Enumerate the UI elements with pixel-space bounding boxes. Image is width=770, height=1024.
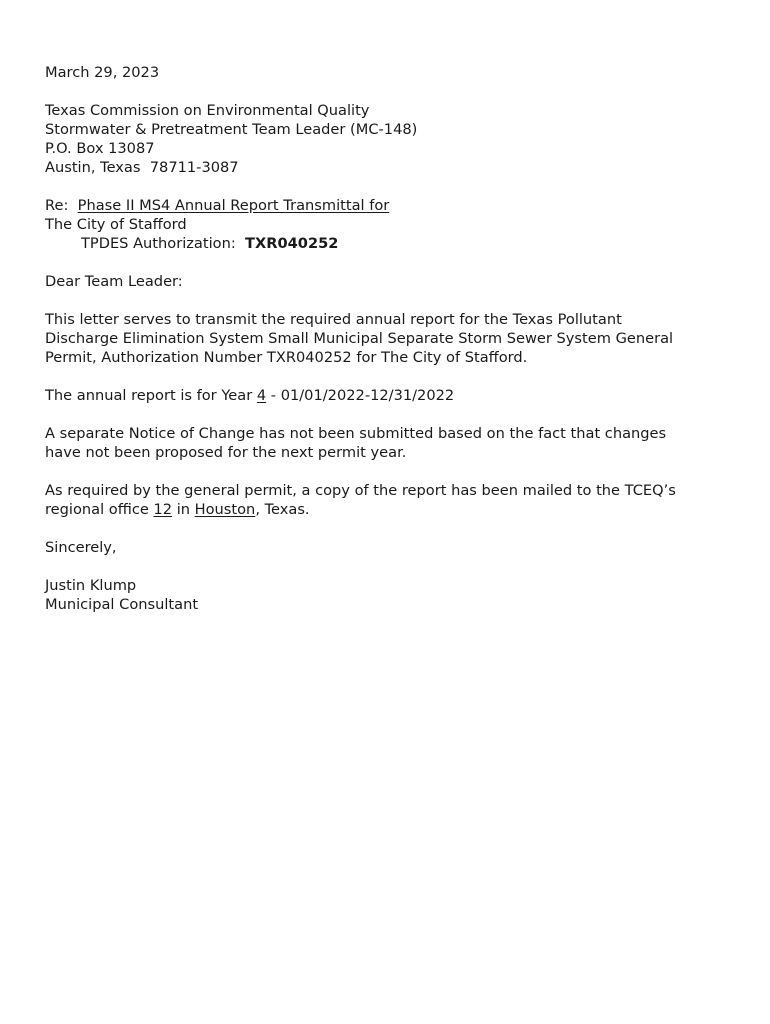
paragraph-line: have not been proposed for the next permit year. bbox=[45, 444, 407, 461]
subject-entity: The City of Stafford bbox=[45, 216, 187, 233]
signer-title: Municipal Consultant bbox=[45, 596, 199, 613]
recipient-line-2: Stormwater & Pretreatment Team Leader (MC-148) bbox=[45, 121, 418, 138]
paragraph-line: This letter serves to transmit the required annual report for the Texas Pollutant bbox=[45, 311, 622, 328]
recipient-address bbox=[45, 101, 730, 177]
letter-date: March 29, 2023 bbox=[45, 64, 160, 81]
report-year-range: - 01/01/2022-12/31/2022 bbox=[266, 387, 455, 404]
paragraph-line: A separate Notice of Change has not been submitted based on the fact that changes bbox=[45, 425, 667, 442]
report-year-prefix: The annual report is for Year bbox=[45, 387, 257, 404]
spacer bbox=[45, 177, 730, 196]
regional-office-city: Houston bbox=[194, 501, 256, 518]
spacer bbox=[45, 557, 730, 576]
spacer bbox=[45, 82, 730, 101]
authorization-label: TPDES Authorization: bbox=[81, 235, 246, 252]
salutation: Dear Team Leader: bbox=[45, 273, 183, 290]
regional-office-number: 12 bbox=[153, 501, 173, 518]
subject-text: Phase II MS4 Annual Report Transmittal for bbox=[77, 197, 390, 214]
paragraph-copy-mailed bbox=[45, 481, 730, 519]
paragraph-report-year bbox=[45, 386, 730, 405]
spacer bbox=[45, 291, 730, 310]
signer-name: Justin Klump bbox=[45, 577, 137, 594]
subject-block bbox=[45, 196, 730, 253]
subject-line bbox=[45, 196, 730, 215]
recipient-line-1: Texas Commission on Environmental Quality bbox=[45, 102, 370, 119]
paragraph-line: Discharge Elimination System Small Municipal Separate Storm Sewer System General bbox=[45, 330, 674, 347]
spacer bbox=[45, 253, 730, 272]
closing: Sincerely, bbox=[45, 539, 117, 556]
spacer bbox=[45, 405, 730, 424]
authorization-number: TXR040252 bbox=[245, 235, 339, 252]
signature-block bbox=[45, 576, 730, 614]
authorization-line bbox=[45, 234, 730, 253]
paragraph-notice-of-change bbox=[45, 424, 730, 462]
paragraph-transmittal bbox=[45, 310, 730, 367]
regional-office-prefix: regional office bbox=[45, 501, 154, 518]
spacer bbox=[45, 367, 730, 386]
report-year-number: 4 bbox=[256, 387, 267, 404]
re-prefix: Re: bbox=[45, 197, 78, 214]
spacer bbox=[45, 519, 730, 538]
regional-office-mid: in bbox=[172, 501, 195, 518]
paragraph-line: Permit, Authorization Number TXR040252 for The City of Stafford. bbox=[45, 349, 528, 366]
regional-office-suffix: , Texas. bbox=[255, 501, 310, 518]
recipient-line-3: P.O. Box 13087 bbox=[45, 140, 155, 157]
paragraph-line: As required by the general permit, a copy of the report has been mailed to the TCEQ’s bbox=[45, 482, 676, 499]
spacer bbox=[45, 462, 730, 481]
paragraph-line bbox=[45, 500, 730, 519]
recipient-line-4: Austin, Texas 78711-3087 bbox=[45, 159, 239, 176]
